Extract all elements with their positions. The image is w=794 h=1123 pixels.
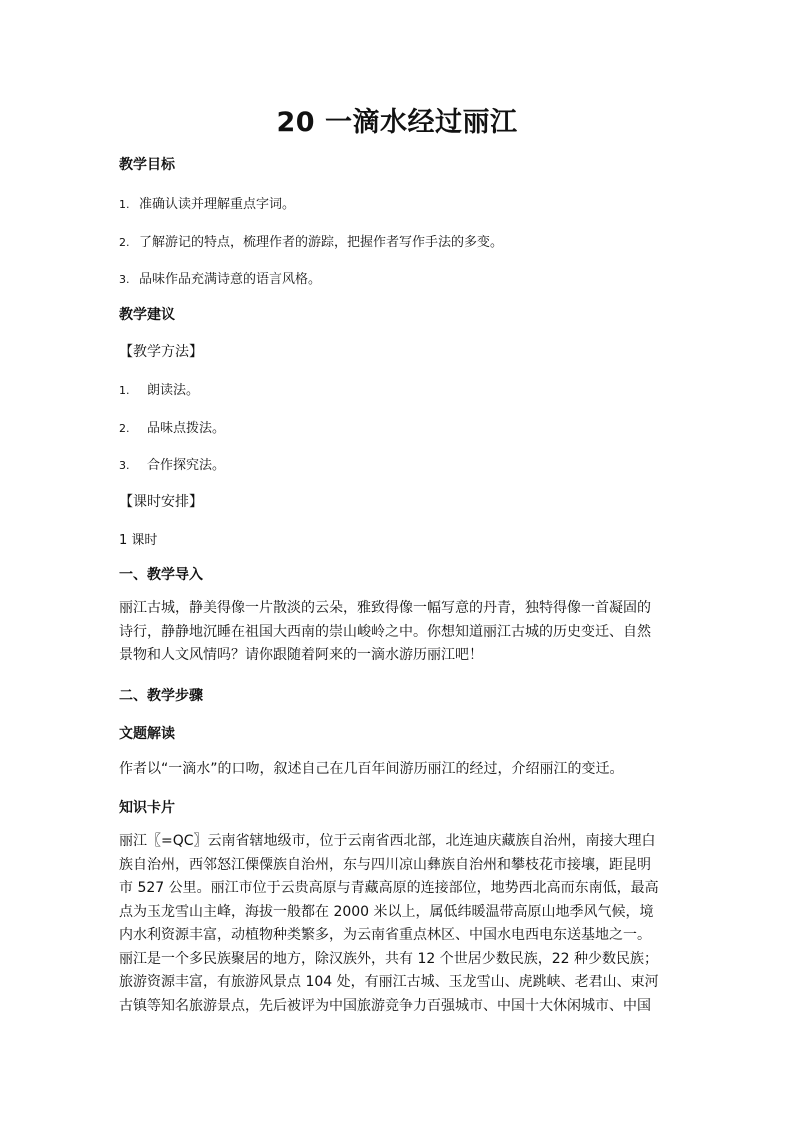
goal-item — [119, 268, 321, 287]
method-text: 合作探究法。 — [147, 458, 226, 473]
title-reading-line: 作者以“一滴水”的口吻，叙述自己在几百年间游历丽江的经过，介绍丽江的变迁。 — [119, 761, 624, 777]
card-line: 内水利资源丰富，动植物种类繁多，为云南省重点林区、中国水电西电东送基地之一。 — [119, 927, 651, 943]
intro-paragraph — [119, 597, 679, 668]
method-number: 3. — [119, 459, 130, 472]
method-item — [119, 454, 225, 473]
steps-heading: 二、教学步骤 — [119, 688, 203, 704]
title-reading-text — [119, 758, 679, 782]
intro-heading: 一、教学导入 — [119, 567, 203, 583]
method-item — [119, 379, 199, 398]
card-line: 点为玉龙雪山主峰，海拔一般都在 2000 米以上，属低纬暖温带高原山地季风气候，境 — [119, 903, 654, 920]
method-number: 1. — [119, 384, 130, 397]
method-item — [119, 417, 225, 436]
knowledge-card-paragraph — [119, 830, 679, 1018]
intro-line: 诗行，静静地沉睡在祖国大西南的崇山峻岭之中。你想知道丽江古城的历史变迁、自然 — [119, 623, 651, 640]
card-line: 古镇等知名旅游景点，先后被评为中国旅游竞争力百强城市、中国十大休闲城市、中国 — [119, 997, 651, 1014]
schedule-text: 1 课时 — [119, 533, 158, 548]
goal-text: 了解游记的特点，梳理作者的游踪，把握作者写作手法的多变。 — [139, 235, 504, 250]
goals-heading: 教学目标 — [119, 157, 175, 173]
knowledge-card-heading: 知识卡片 — [119, 800, 175, 816]
goal-item — [119, 193, 295, 212]
intro-line: 丽江古城，静美得像一片散淡的云朵，雅致得像一幅写意的丹青，独特得像一首凝固的 — [119, 600, 651, 616]
goal-number: 1. — [119, 198, 130, 211]
method-text: 朗读法。 — [147, 383, 200, 398]
title-reading-heading: 文题解读 — [119, 726, 175, 742]
card-line: 丽江是一个多民族聚居的地方，除汉族外，共有 12 个世居少数民族，22 种少数民族； — [119, 950, 658, 967]
intro-line: 景物和人文风情吗？请你跟随着阿来的一滴水游历丽江吧！ — [119, 647, 483, 663]
method-text: 品味点拨法。 — [147, 421, 226, 436]
card-line: 丽江〖=QC〗云南省辖地级市，位于云南省西北部，北连迪庆藏族自治州，南接大理白 — [119, 833, 656, 849]
suggestions-heading: 教学建议 — [119, 307, 175, 323]
goal-item — [119, 231, 503, 250]
goal-number: 2. — [119, 236, 130, 249]
schedule-heading: 【课时安排】 — [119, 494, 203, 510]
card-line: 族自治州，西邻怒江傈僳族自治州，东与四川凉山彝族自治州和攀枝花市接壤，距昆明 — [119, 856, 651, 873]
goal-text: 准确认读并理解重点字词。 — [139, 197, 296, 212]
method-heading: 【教学方法】 — [119, 344, 203, 360]
lesson-title: 20 一滴水经过丽江 — [276, 107, 518, 138]
card-line: 旅游资源丰富，有旅游风景点 104 处，有丽江古城、玉龙雪山、虎跳峡、老君山、束河 — [119, 974, 659, 990]
goal-text: 品味作品充满诗意的语言风格。 — [139, 272, 322, 287]
goal-number: 3. — [119, 273, 130, 286]
method-number: 2. — [119, 422, 130, 435]
card-line: 市 527 公里。丽江市位于云贵高原与青藏高原的连接部位，地势西北高而东南低，最高 — [119, 880, 659, 896]
